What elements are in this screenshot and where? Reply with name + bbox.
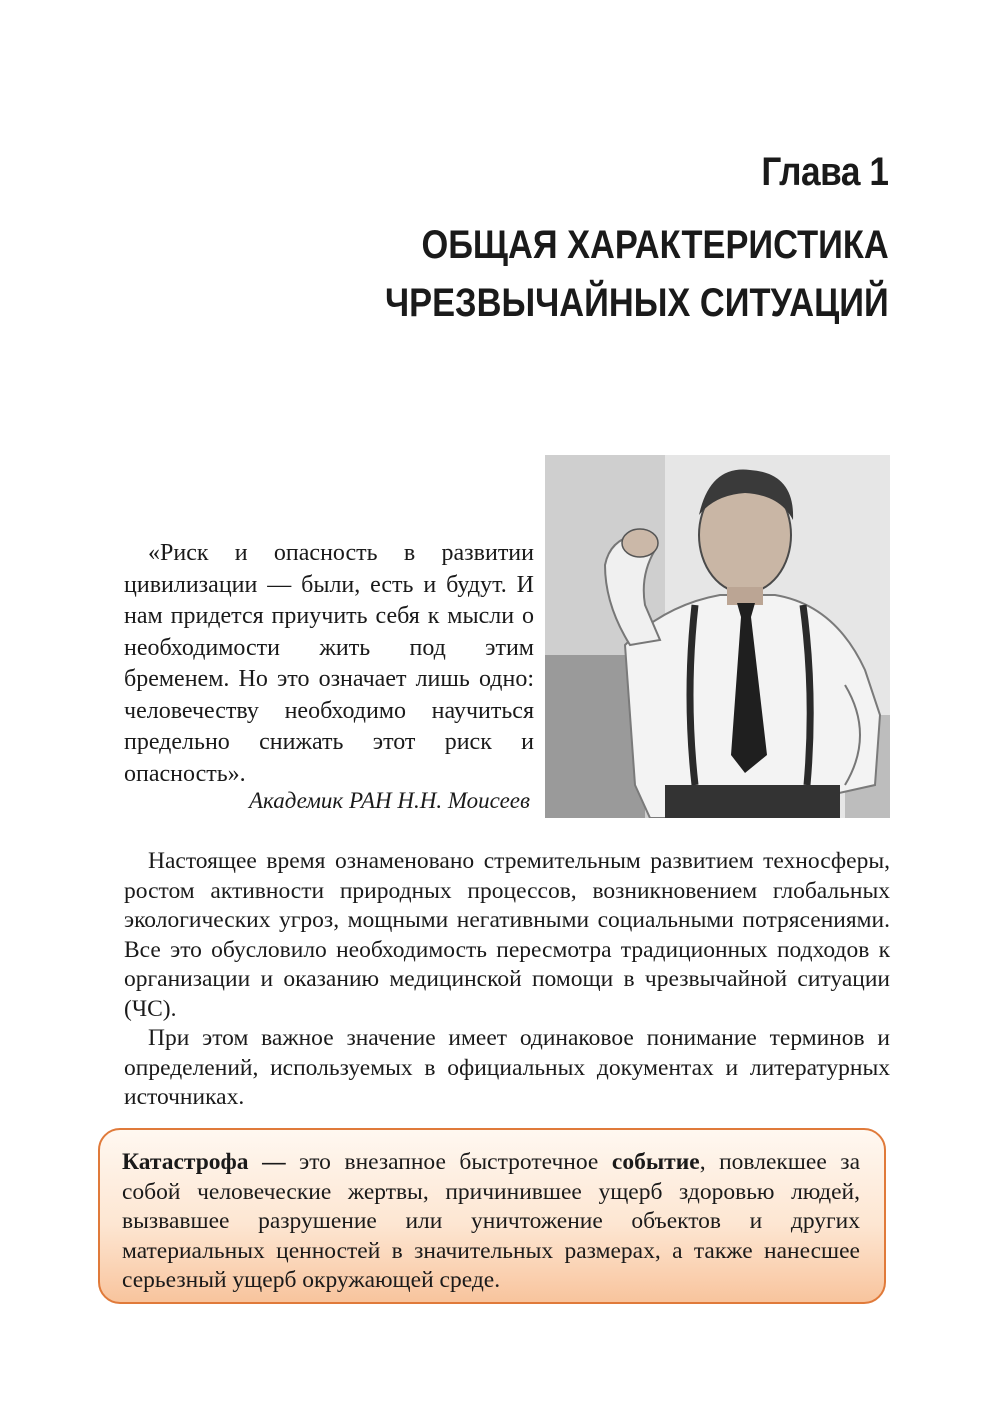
- chapter-label: Глава 1: [761, 150, 889, 194]
- epigraph-quote: [124, 538, 534, 790]
- definition-text-part-2: , повлекшее за собой человеческие жертвы, причинившее ущерб здоровью людей, вызвавшее разрушение или уничтожение объектов и других материальных ценностей в значительных размерах, а также нанесшее серьезный ущерб окружающей среде.: [122, 1149, 861, 1293]
- epigraph-author: Академик РАН Н.Н. Моисеев: [248, 788, 530, 813]
- chapter-title-line-1: ОБЩАЯ ХАРАКТЕРИСТИКА: [421, 223, 889, 267]
- paragraph-2: При этом важное значение имеет одинаковое понимание терминов и определений, используемых в официальных документах и литературных источниках.: [124, 1025, 890, 1110]
- definition-text-part-1: это внезапное быстротечное: [285, 1149, 612, 1175]
- definition-box: [98, 1128, 886, 1304]
- definition-term: Катастрофа —: [122, 1149, 286, 1175]
- body-text: [124, 847, 890, 1113]
- definition-bold-word: событие: [611, 1149, 700, 1175]
- epigraph-text: «Риск и опасность в развитии цивилизации — были, есть и будут. И нам придется приучить себя к мысли о необходимости жить под этим бременем. Но это означает лишь одно: человечеству необходимо научиться предельно снижать этот риск и опасность».: [124, 540, 534, 787]
- chapter-title: [385, 216, 889, 332]
- paragraph-1: Настоящее время ознаменовано стремительным развитием техносферы, ростом активности природных процессов, возникновением глобальных экологических угроз, мощными негативными социальными потрясениями. Все это обусловило необходимость пересмотра традиционных подходов к организации и оказанию медицинской помощи в чрезвычайной ситуации (ЧС).: [124, 848, 890, 1022]
- definition-text: [122, 1148, 860, 1296]
- portrait-illustration: [545, 455, 890, 818]
- chapter-title-line-2: ЧРЕЗВЫЧАЙНЫХ СИТУАЦИЙ: [385, 281, 889, 325]
- portrait-photo: [545, 455, 890, 818]
